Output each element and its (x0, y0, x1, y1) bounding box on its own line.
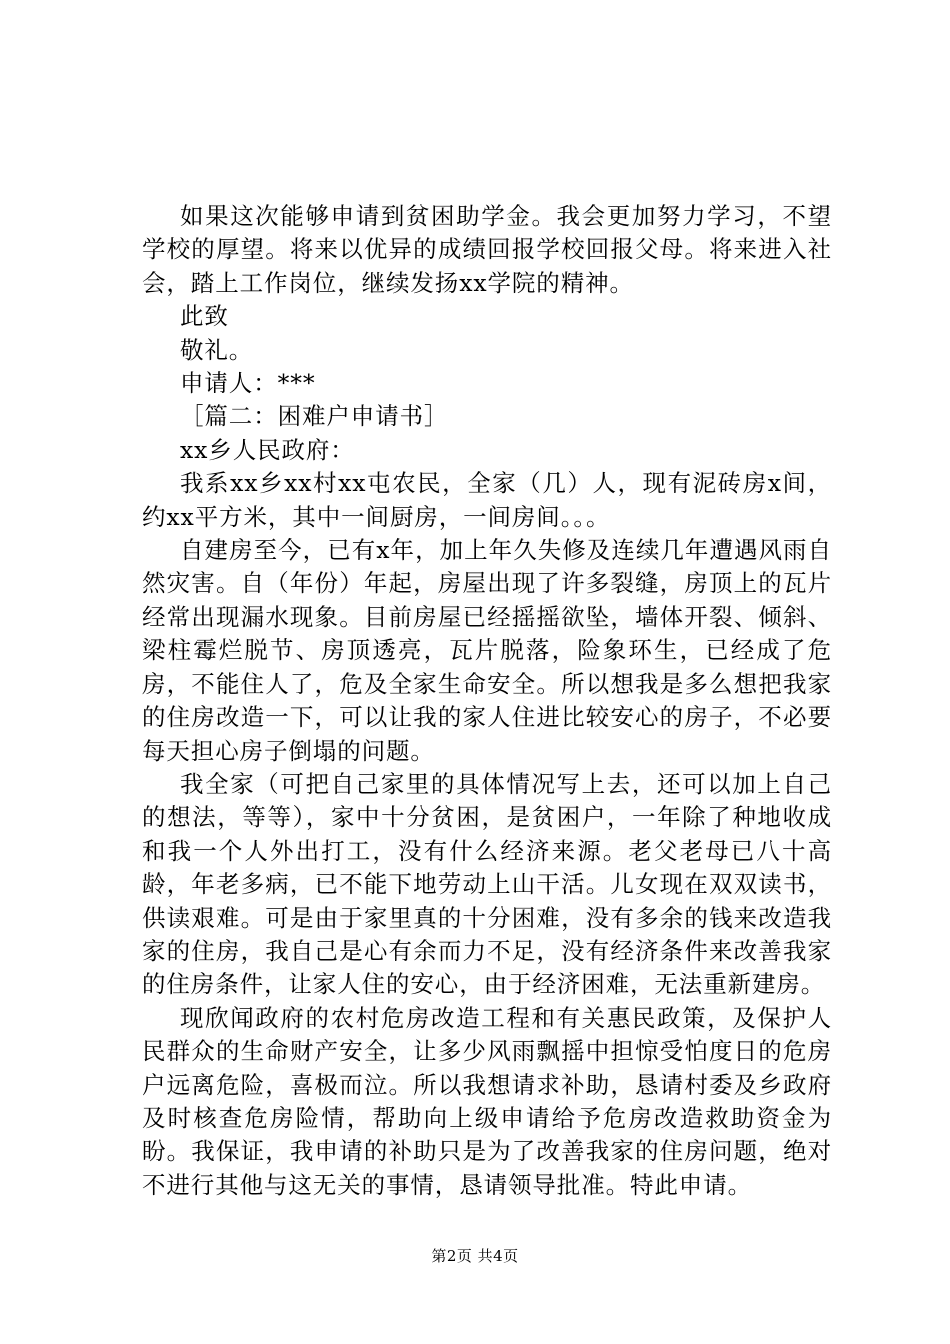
salutation-jingli: 敬礼。 (180, 335, 254, 364)
paragraph-request: 现欣闻政府的农村危房改造工程和有关惠民政策，及保护人民群众的生命财产安全，让多少风雨飘摇中担惊受怕度日的危房户远离危险，喜极而泣。所以我想请求补助，恳请村委及乡政府及时核查危房险情，帮助向上级申请给予危房改造救助资金为盼。我保证，我申请的补助只是为了改善我家的住房问题，绝对不进行其他与这无关的事情，恳请领导批准。特此申请。 (142, 1003, 832, 1199)
paragraph-house-condition: 自建房至今，已有x年，加上年久失修及连续几年遭遇风雨自然灾害。自（年份）年起，房屋出现了许多裂缝，房顶上的瓦片经常出现漏水现象。目前房屋已经摇摇欲坠，墙体开裂、倾斜、梁柱霉烂脱节、房顶透亮，瓦片脱落，险象环生，已经成了危房，不能住人了，危及全家生命安全。所以想我是多么想把我家的住房改造一下，可以让我的家人住进比较安心的房子，不必要每天担心房子倒塌的问题。 (142, 536, 832, 765)
paragraph-household: 我系xx乡xx村xx屯农民，全家（几）人，现有泥砖房x间，约xx平方米，其中一间厨房，一间房间。。。 (142, 469, 832, 531)
applicant-signature: 申请人：*** (180, 369, 316, 398)
salutation-cizhi: 此致 (180, 302, 229, 331)
section-heading: ［篇二：困难户申请书］ (180, 402, 449, 431)
page-number-footer: 第2页 共4页 (431, 1247, 519, 1265)
paragraph-closing-promise: 如果这次能够申请到贫困助学金。我会更加努力学习，不望学校的厚望。将来以优异的成绩回报学校回报父母。将来进入社会，踏上工作岗位，继续发扬xx学院的精神。 (142, 202, 832, 297)
document-body (142, 200, 832, 1202)
addressee: xx乡人民政府： (180, 435, 355, 464)
paragraph-family-situation: 我全家（可把自己家里的具体情况写上去，还可以加上自己的想法，等等），家中十分贫困，是贫困户，一年除了种地收成和我一个人外出打工，没有什么经济来源。老父老母已八十高龄，年老多病，已不能下地劳动上山干活。儿女现在双双读书，供读艰难。可是由于家里真的十分困难，没有多余的钱来改造我家的住房，我自己是心有余而力不足，没有经济条件来改善我家的住房条件，让家人住的安心，由于经济困难，无法重新建房。 (142, 769, 832, 999)
